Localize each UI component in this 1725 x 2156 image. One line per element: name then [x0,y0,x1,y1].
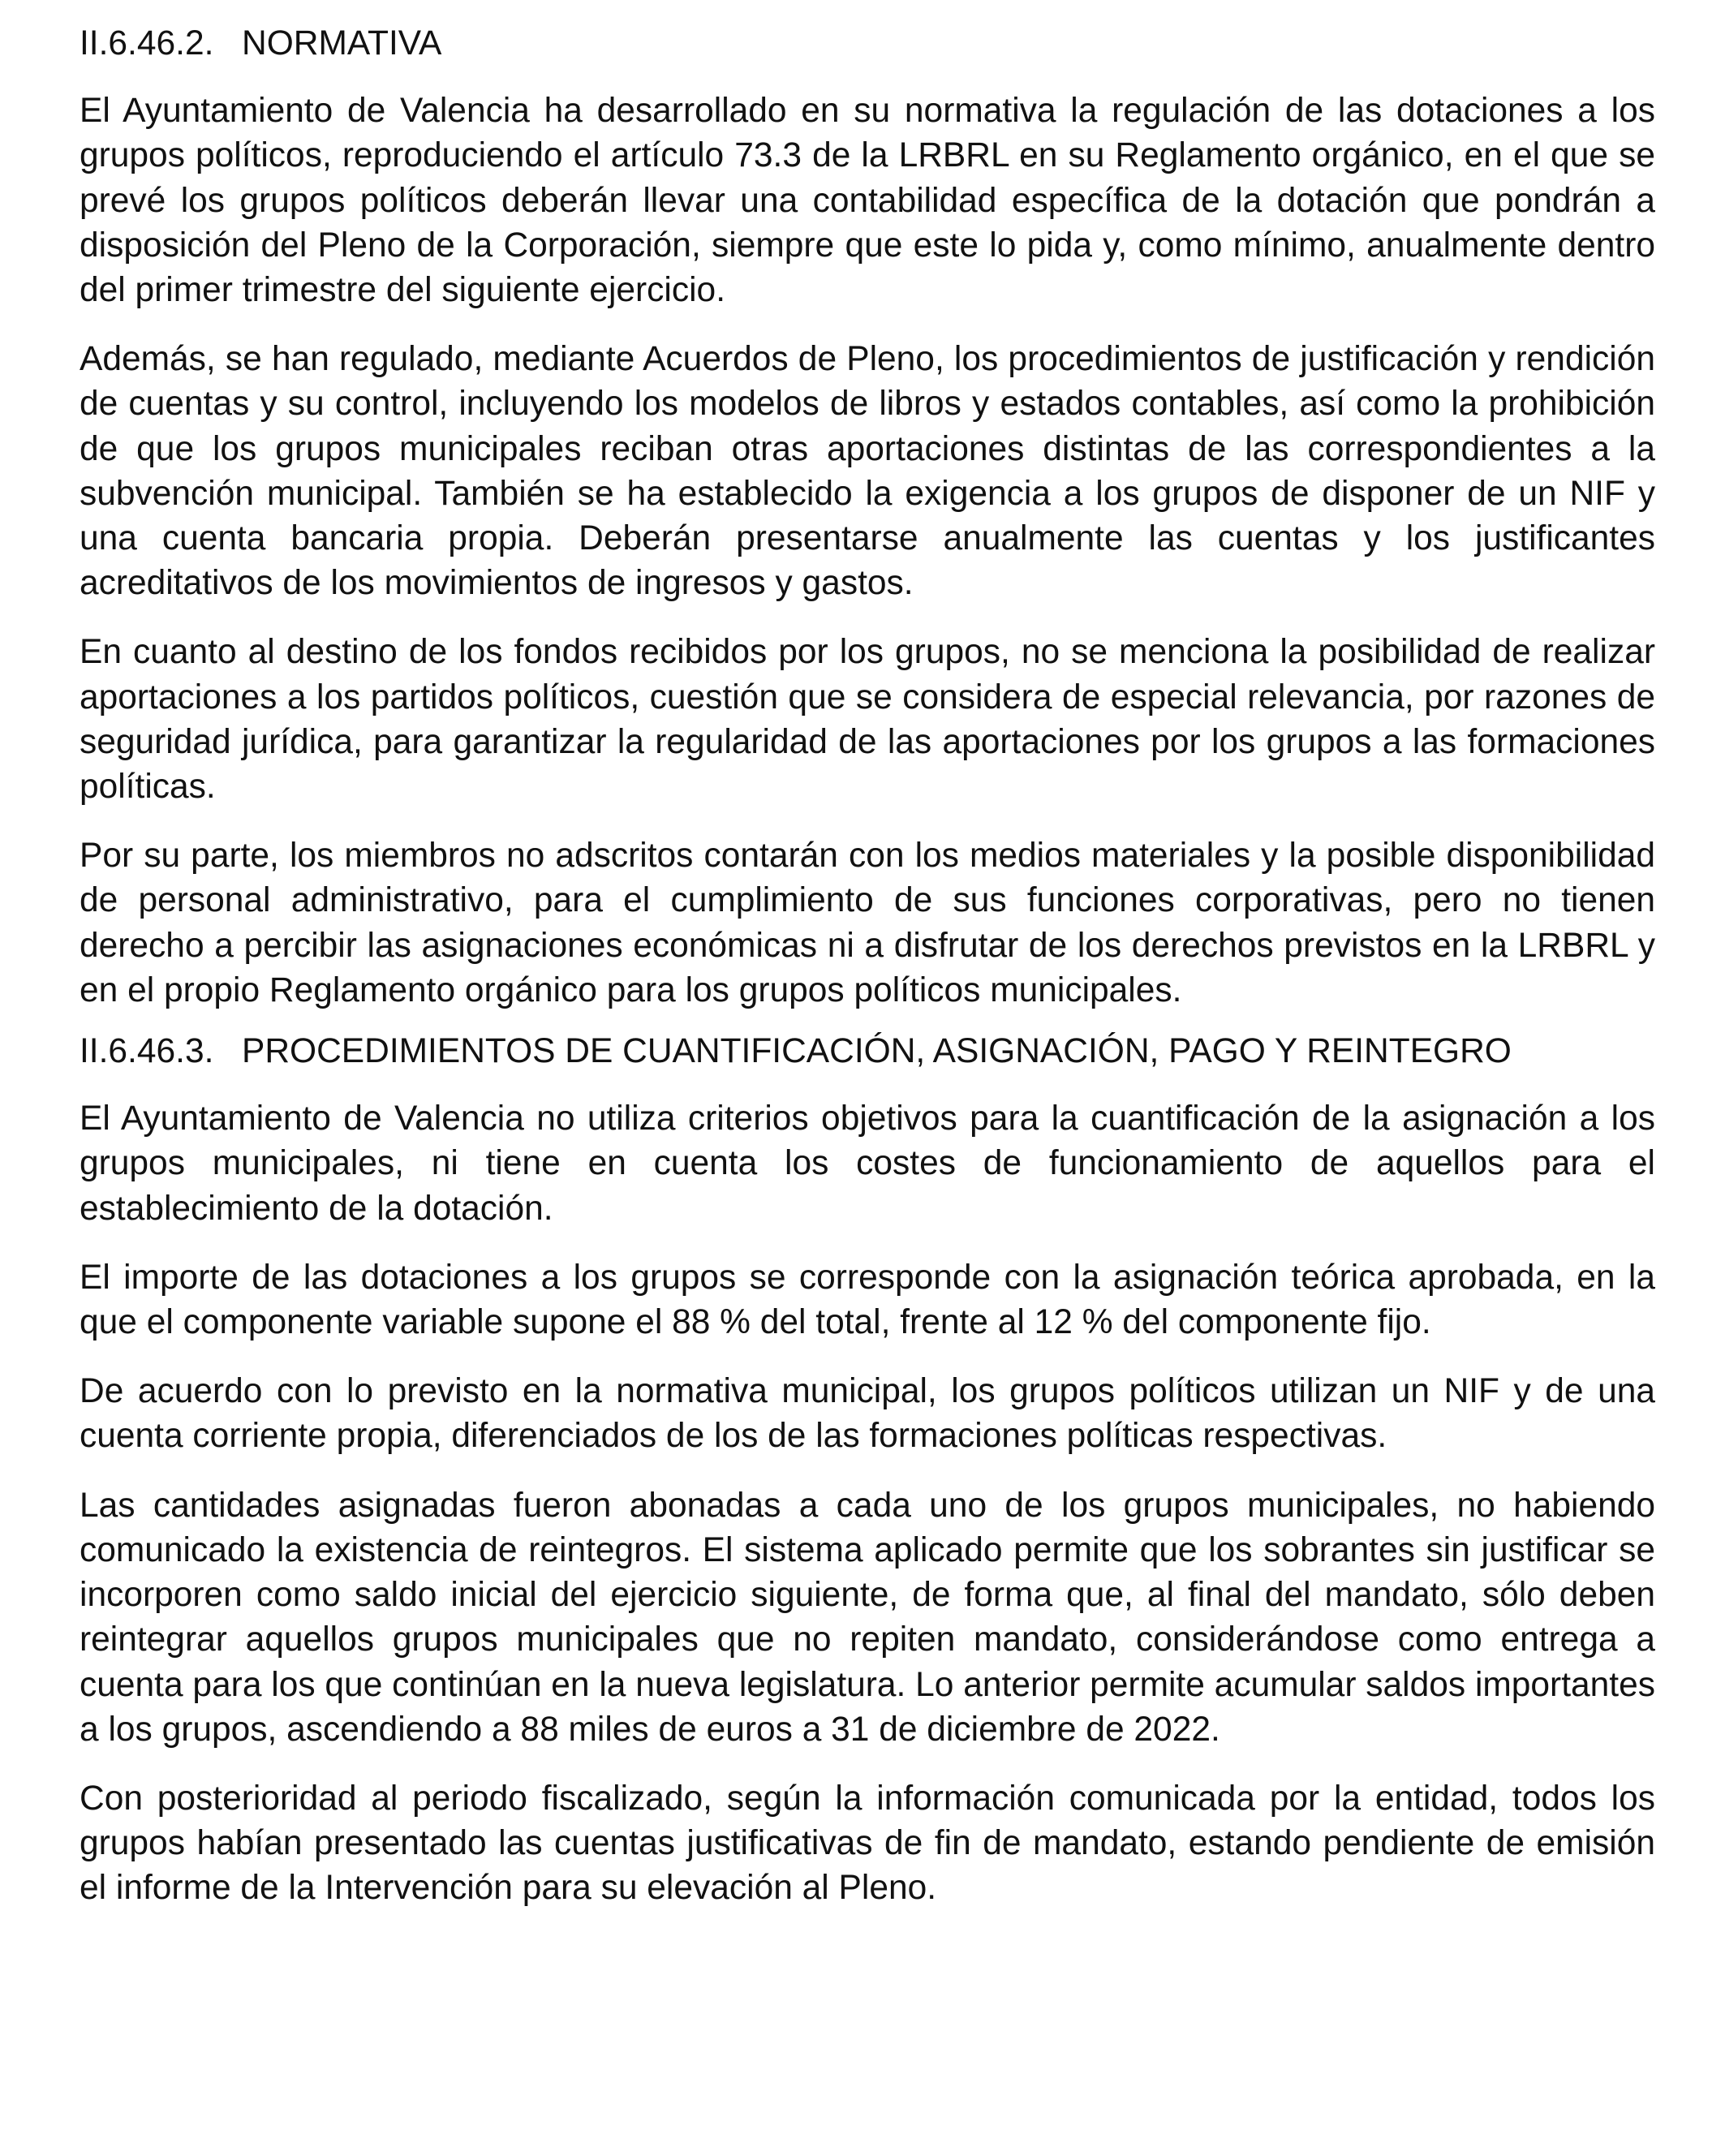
paragraph: Con posterioridad al periodo fiscalizado, según la información comunicada por la entidad, todos los grupos habían presentado las cuentas justificativas de fin de mandato, estando pendiente de emisión el informe de la Intervención para su elevación al Pleno. [80,1779,1655,1908]
section-title: PROCEDIMIENTOS DE CUANTIFICACIÓN, ASIGNACIÓN, PAGO Y REINTEGRO [242,1032,1512,1071]
paragraph: El Ayuntamiento de Valencia no utiliza criterios objetivos para la cuantificación de la asignación a los grupos municipales, ni tiene en cuenta los costes de funcionamiento de aquellos para el establecimiento de la dotación. [80,1100,1655,1228]
document-page [80,21,1655,1935]
section-title: NORMATIVA [242,24,442,62]
section-heading-procedimientos [80,1029,1655,1074]
paragraph: El importe de las dotaciones a los grupos se corresponde con la asignación teórica aprobada, en la que el componente variable supone el 88 % del total, frente al 12 % del componente fijo. [80,1258,1655,1342]
paragraph: Por su parte, los miembros no adscritos contarán con los medios materiales y la posible disponibilidad de personal administrativo, para el cumplimiento de sus funciones corporativas, pero no tienen derecho a percibir las asignaciones económicas ni a disfrutar de los derechos previstos en la LRBRL y en el propio Reglamento orgánico para los grupos políticos municipales. [80,837,1655,1009]
paragraph: En cuanto al destino de los fondos recibidos por los grupos, no se menciona la posibilidad de realizar aportaciones a los partidos políticos, cuestión que se considera de especial relevancia, por razones de seguridad jurídica, para garantizar la regularidad de las aportaciones por los grupos a las formaciones políticas. [80,633,1655,807]
paragraph: Las cantidades asignadas fueron abonadas a cada uno de los grupos municipales, no habiendo comunicado la existencia de reintegros. El sistema aplicado permite que los sobrantes sin justificar se incorporen como saldo inicial del ejercicio siguiente, de forma que, al final del mandato, sólo deben reintegrar aquellos grupos municipales que no repiten mandato, considerándose como entrega a cuenta para los que continúan en la nueva legislatura. Lo anterior permite acumular saldos importantes a los grupos, ascendiendo a 88 miles de euros a 31 de diciembre de 2022. [80,1486,1655,1749]
paragraph: El Ayuntamiento de Valencia ha desarrollado en su normativa la regulación de las dotaciones a los grupos políticos, reproduciendo el artículo 73.3 de la LRBRL en su Reglamento orgánico, en el que se prevé los grupos políticos deberán llevar una contabilidad específica de la dotación que pondrán a disposición del Pleno de la Corporación, siempre que este lo pida y, como mínimo, anualmente dentro del primer trimestre del siguiente ejercicio. [80,92,1655,310]
section-number: II.6.46.2. [80,24,214,62]
section-heading-normativa [80,21,1655,66]
paragraph: De acuerdo con lo previsto en la normativa municipal, los grupos políticos utilizan un NIF y de una cuenta corriente propia, diferenciados de los de las formaciones políticas respectivas. [80,1372,1655,1456]
section-number: II.6.46.3. [80,1032,214,1071]
paragraph: Además, se han regulado, mediante Acuerdos de Pleno, los procedimientos de justificación y rendición de cuentas y su control, incluyendo los modelos de libros y estados contables, así como la prohibición de que los grupos municipales reciban otras aportaciones distintas de las correspondientes a la subvención municipal. También se ha establecido la exigencia a los grupos de disponer de un NIF y una cuenta bancaria propia. Deberán presentarse anualmente las cuentas y los justificantes acreditativos de los movimientos de ingresos y gastos. [80,340,1655,603]
